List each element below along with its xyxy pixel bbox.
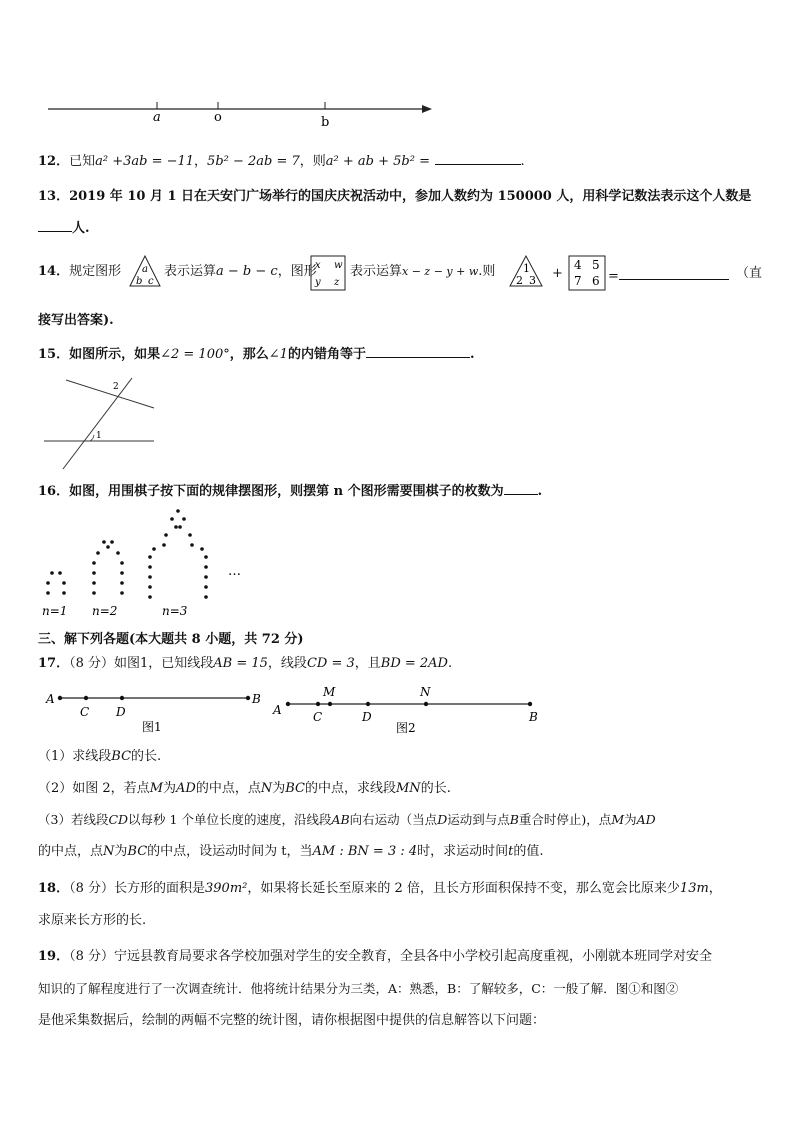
question-17-part-3: （3）若线段CD以每秒 1 个单位长度的速度，沿线段AB向右运动（当点D运动到与点B重合时停止)，点M为AD [38,812,656,827]
svg-text:D: D [362,710,372,724]
svg-text:A: A [273,703,282,717]
svg-text:M: M [323,685,336,699]
section-heading: 三、解下列各题(本大题共 8 小题，共 72 分) [38,632,304,647]
question-14: 14．规定图形 [38,264,122,279]
svg-text:4: 4 [574,258,582,272]
pattern-label-n2: n=2 [92,604,118,618]
svg-text:D: D [116,705,126,719]
question-17-part-1: （1）求线段BC的长. [38,749,162,764]
question-17-part-3-line2: 的中点，点N为BC的中点，设运动时间为 t，当AM : BN = 3 : 4时，求运动时间t的值. [38,844,544,859]
svg-text:7: 7 [574,274,582,288]
svg-text:B: B [252,692,261,706]
svg-text:2: 2 [113,382,119,392]
svg-text:C: C [313,710,323,724]
triangle-abc-icon [128,254,162,288]
answer-blank[interactable] [38,217,72,232]
question-13: 13．2019 年 10 月 1 日在天安门广场举行的国庆庆祝活动中，参加人数约为 150000 人，用科学记数法表示这个人数是 [38,189,752,204]
svg-text:3: 3 [529,274,536,287]
svg-text:1: 1 [96,431,102,441]
number-line-figure [40,88,440,132]
svg-text:6: 6 [592,274,600,288]
number-line-label-b: b [321,115,330,130]
svg-text:x: x [315,260,321,271]
answer-blank[interactable] [619,265,729,280]
svg-text:B: B [529,710,538,724]
triangle-123-icon [508,254,544,288]
svg-text:N: N [420,685,431,699]
question-16: 16．如图，用围棋子按下面的规律摆图形，则摆第 n 个图形需要围棋子的枚数为 . [38,480,542,501]
question-18-line2: 求原来长方形的长. [38,913,147,928]
svg-text:w: w [334,260,343,271]
go-stones-pattern-figure [38,505,258,620]
question-17: 17．（8 分）如图1，已知线段AB = 15，线段CD = 3，且BD = 2AD. [38,656,453,671]
question-number: 14． [38,264,70,279]
question-19-line3: 是他采集数据后，绘制的两幅不完整的统计图，请你根据图中提供的信息解答以下问题： [38,1013,546,1028]
question-13-line2: 人. [38,217,90,238]
question-14-line2: 接写出答案). [38,313,114,328]
svg-text:图1: 图1 [142,720,162,734]
svg-text:A: A [46,692,55,706]
svg-text:5: 5 [592,258,600,272]
svg-text:z: z [334,277,340,288]
answer-blank[interactable] [366,343,470,358]
box-4576-icon [568,255,606,291]
question-18: 18．（8 分）长方形的面积是390m²，如果将长延长至原来的 2 倍，且长方形面积保持不变，那么宽会比原来少13m， [38,881,722,896]
question-number: 19． [38,949,70,964]
svg-text:b: b [136,276,143,287]
question-number: 18． [38,881,70,896]
question-19-line2: 知识的了解程度进行了一次调查统计．他将统计结果分为三类，A：熟悉，B：了解较多，C：一般了解．图①和图② [38,981,679,996]
question-number: 12． [38,154,70,169]
answer-blank[interactable] [435,150,521,165]
svg-text:y: y [315,277,321,288]
number-line-label-a: a [153,110,161,125]
svg-text:图2: 图2 [396,721,416,735]
pattern-label-n3: n=3 [162,604,188,618]
svg-text:2: 2 [516,274,523,287]
pattern-label-n1: n=1 [42,604,68,618]
svg-text:a: a [142,264,148,275]
question-12: 12．已知a² +3ab = −11，5b² − 2ab = 7，则a² + ab + 5b² = . [38,150,525,171]
svg-text:c: c [148,276,154,287]
box-xwyz-icon [310,255,346,291]
svg-text:1: 1 [523,262,530,275]
question-17-part-2: （2）如图 2，若点M为AD的中点，点N为BC的中点，求线段MN的长. [38,781,451,796]
segment-figure-2 [270,684,550,738]
number-line-label-o: o [214,110,222,125]
question-15: 15．如图所示，如果∠2 = 100°，那么∠1的内错角等于 . [38,343,474,364]
question-number: 13． [38,189,70,204]
segment-figure-1 [44,684,268,734]
pattern-ellipsis: … [228,564,241,579]
question-number: 15． [38,347,70,362]
svg-text:C: C [80,705,90,719]
answer-blank[interactable] [504,480,538,495]
question-number: 16． [38,484,70,499]
question-number: 17． [38,656,70,671]
parallel-lines-figure [40,372,164,472]
question-19: 19．（8 分）宁远县教育局要求各学校加强对学生的安全教育，全县各中小学校引起高度重视，小刚就本班同学对安全 [38,949,713,964]
